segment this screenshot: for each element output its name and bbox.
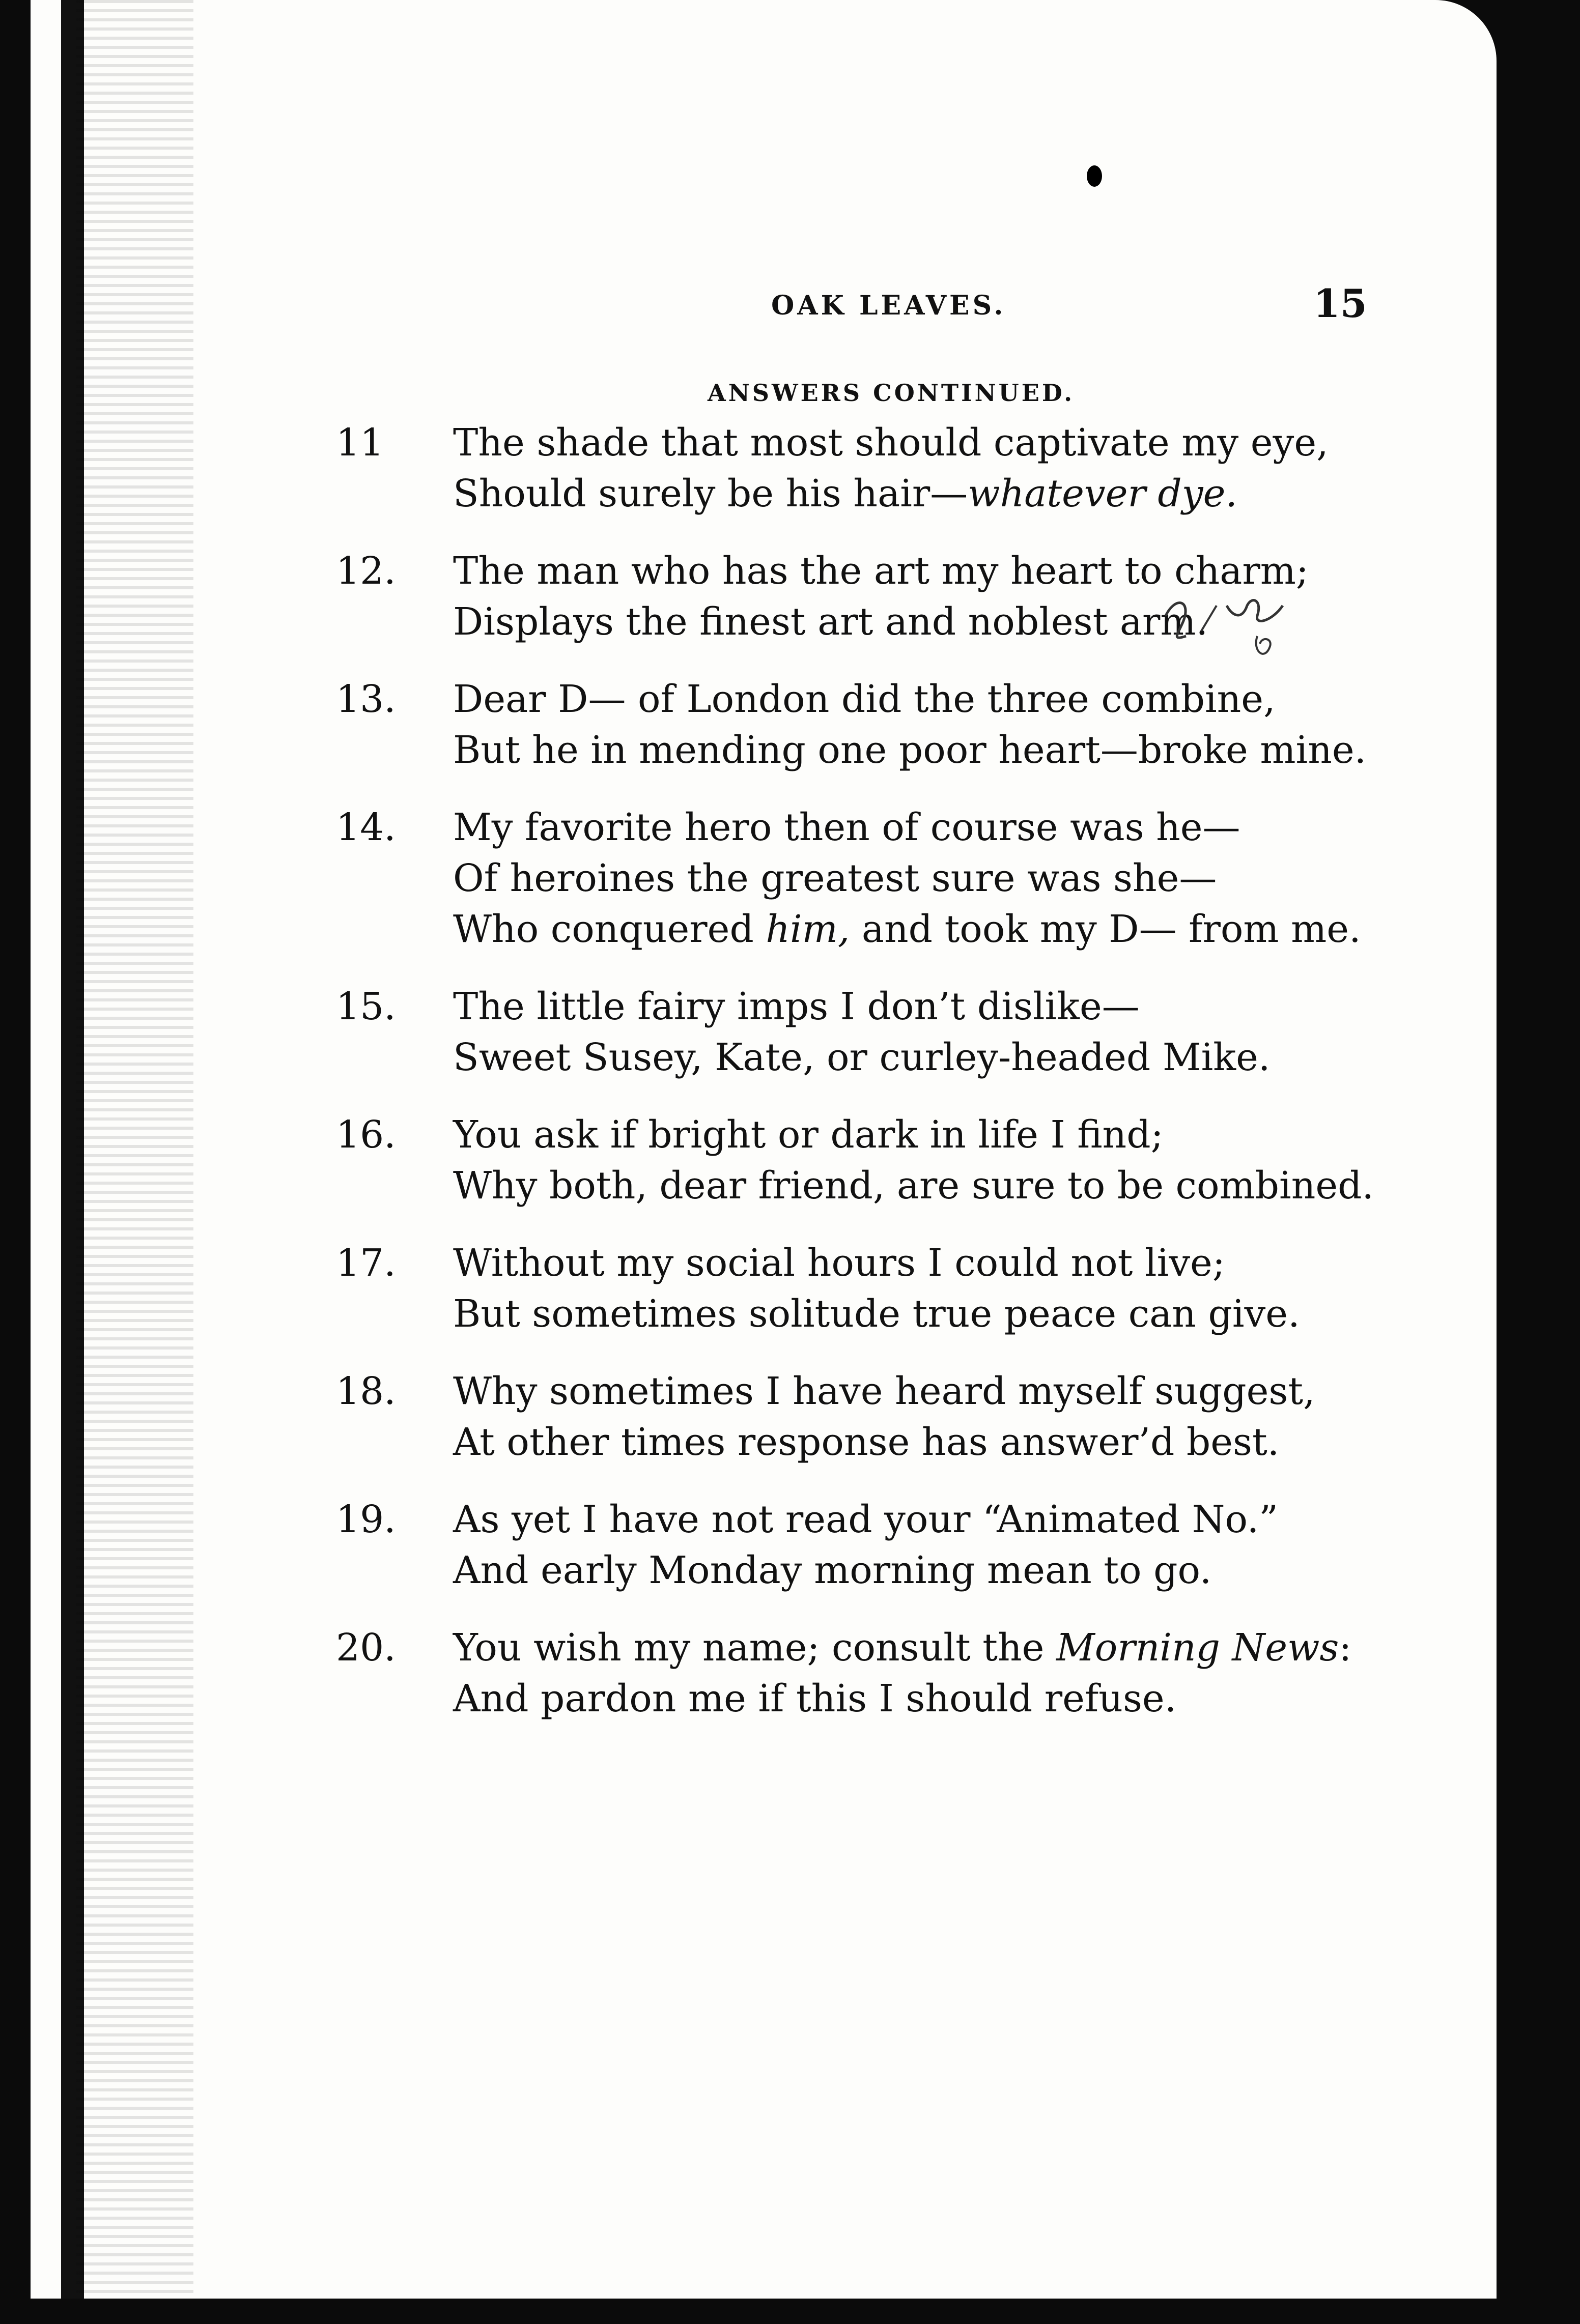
answer-entry [336,1494,1405,1596]
answer-entry [336,417,1405,519]
answer-number: 18. [336,1369,396,1413]
verse-line [453,1238,1405,1288]
verse-line [453,1494,1405,1545]
verse-text: Without my social hours I could not live; [453,1241,1225,1285]
answer-entry [336,1109,1405,1211]
verse-line [453,981,1405,1032]
page-header [31,281,1497,331]
verse-line [453,674,1405,725]
verse-text: You wish my name; consult the [453,1626,1056,1670]
verse-text: : [1339,1626,1352,1670]
verse-line [453,417,1405,468]
answer-number: 16. [336,1113,396,1157]
answer-entry [336,981,1405,1083]
ink-blot [1087,165,1102,187]
verse-line [453,1417,1405,1468]
verse-line [453,1673,1405,1724]
verse-text: Sweet Susey, Kate, or curley-headed Mike. [453,1036,1271,1079]
verse-text: The little fairy imps I don’t dislike— [453,985,1140,1028]
verse-text: But he in mending one poor heart—broke mine. [453,728,1367,772]
answer-verse [453,1109,1405,1211]
answer-verse [453,802,1405,955]
verse-line [453,1366,1405,1417]
verse-text: As yet I have not read your “Animated No.” [453,1498,1279,1541]
verse-line [453,1160,1405,1211]
verse-text: And early Monday morning mean to go. [453,1548,1212,1592]
answer-number: 17. [336,1241,396,1285]
answer-verse [453,1622,1405,1724]
verse-text: My favorite hero then of course was he— [453,806,1240,849]
verse-text: The man who has the art my heart to charm; [453,549,1309,593]
verse-line [453,468,1405,519]
verse-line [453,1032,1405,1083]
page-number: 15 [1313,281,1367,326]
verse-text: and took my D— from me. [850,907,1361,951]
answer-entry [336,1366,1405,1468]
section-heading: ANSWERS CONTINUED. [708,379,1075,407]
verse-text: You ask if bright or dark in life I find; [453,1113,1164,1157]
verse-line [453,1545,1405,1596]
answer-verse [453,417,1405,519]
answer-verse [453,674,1405,776]
answer-number: 14. [336,806,396,849]
italic-text: him, [766,907,850,951]
answer-verse [453,1238,1405,1339]
verse-text: The shade that most should captivate my eye, [453,421,1329,465]
verse-text: And pardon me if this I should refuse. [453,1677,1177,1720]
verse-text: Of heroines the greatest sure was she— [453,856,1217,900]
answer-verse [453,981,1405,1083]
answer-verse [453,1494,1405,1596]
verse-line [453,1109,1405,1160]
verse-line [453,1288,1405,1339]
verse-text: At other times response has answer’d best. [453,1420,1280,1464]
handwritten-annotation [1155,585,1308,667]
verse-text: Why both, dear friend, are sure to be combined. [453,1164,1374,1208]
answer-entry [336,1238,1405,1339]
answer-number: 13. [336,677,396,721]
verse-text: Dear D— of London did the three combine, [453,677,1276,721]
answer-entry [336,674,1405,776]
verse-text: Should surely be his hair— [453,472,968,515]
answer-number: 19. [336,1498,396,1541]
verse-text: But sometimes solitude true peace can give. [453,1292,1300,1336]
answer-entry [336,802,1405,955]
answer-verse [453,1366,1405,1468]
page-edge-right [1497,0,1580,2324]
verse-text: Who conquered [453,907,766,951]
verse-line [453,725,1405,776]
verse-line [453,802,1405,853]
answer-number: 12. [336,549,396,593]
verse-line [453,904,1405,955]
verse-line [453,853,1405,904]
verse-text: Why sometimes I have heard myself suggest, [453,1369,1315,1413]
answer-number: 15. [336,985,396,1028]
answer-number: 11 [336,421,384,465]
italic-text: Morning News [1056,1626,1339,1670]
italic-text: whatever dye. [968,472,1237,515]
answer-number: 20. [336,1626,396,1670]
book-page [31,0,1497,2324]
verse-line [453,1622,1405,1673]
binding-shadow [76,0,193,2324]
verse-text: Displays the finest art and noblest arm. [453,600,1208,644]
running-title: OAK LEAVES. [771,290,1006,321]
answer-entry [336,1622,1405,1724]
page-edge-bottom [0,2299,1580,2324]
